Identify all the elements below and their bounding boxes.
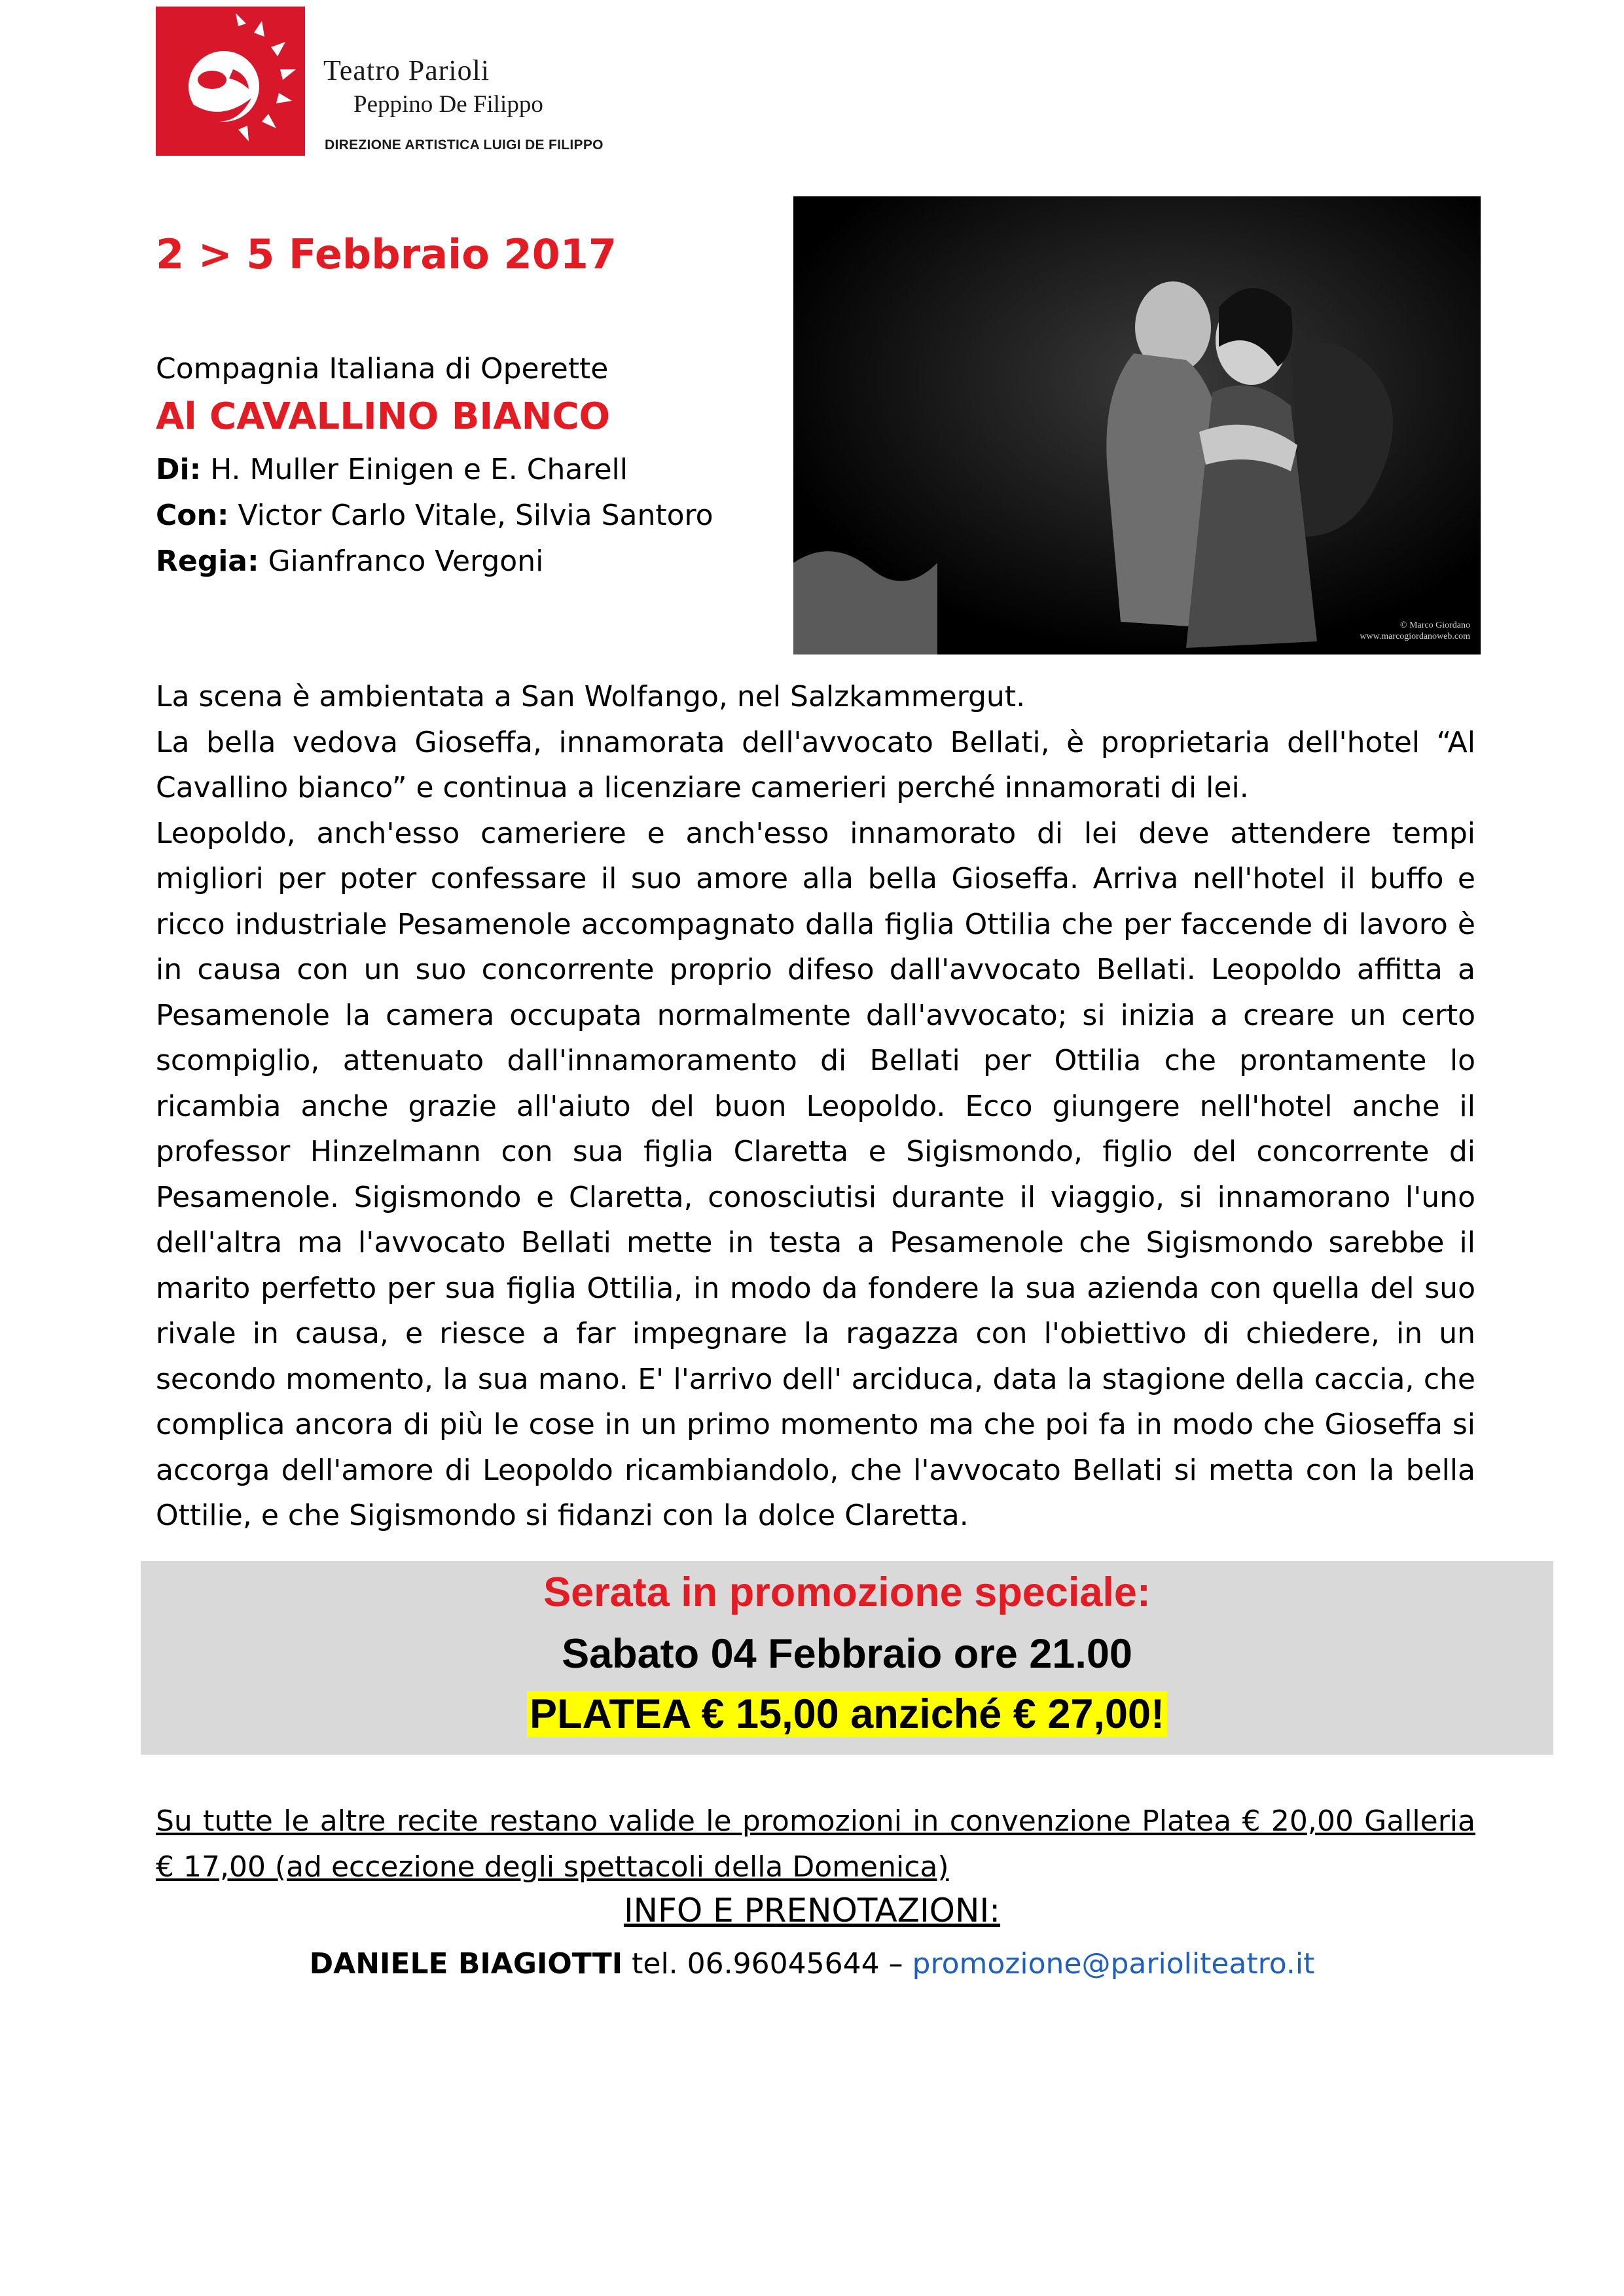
sun-mask-logo-icon: [156, 7, 305, 156]
other-promotions-note: Su tutte le altre recite restano valide le promozioni in convenzione Platea € 20,00 Galleria € 17,00 (ad eccezione degli spettacoli della Domenica): [156, 1804, 1475, 1884]
promo-price-highlight: PLATEA € 15,00 anziché € 27,00!: [527, 1691, 1167, 1737]
promo-date-time: Sabato 04 Febbraio ore 21.00: [562, 1631, 1132, 1677]
stage-photo: [793, 196, 1481, 655]
logo-artistic-direction: DIREZIONE ARTISTICA LUIGI DE FILIPPO: [325, 137, 604, 152]
promo-heading: Serata in promozione speciale:: [543, 1570, 1151, 1615]
credit-director-value: Gianfranco Vergoni: [259, 545, 544, 578]
contact-email-link[interactable]: promozione@parioliteatro.it: [912, 1947, 1315, 1981]
credit-cast: [156, 499, 713, 532]
logo-theatre-name: Teatro Parioli: [323, 54, 490, 86]
credit-director: [156, 545, 543, 578]
photo-credit-site: www.marcogiordanoweb.com: [1360, 632, 1470, 642]
contact-phone: tel. 06.96045644 –: [623, 1947, 912, 1981]
synopsis-paragraph: La bella vedova Gioseffa, innamorata dell'avvocato Bellati, è proprietaria dell'hotel “Al Cavallino bianco” e continua a licenziare camerieri perché innamorati di lei.: [156, 725, 1475, 804]
credit-cast-label: Con:: [156, 499, 229, 532]
info-heading: INFO E PRENOTAZIONI:: [623, 1892, 1001, 1929]
photo-credit-author: © Marco Giordano: [1399, 620, 1470, 631]
credit-authors-value: H. Muller Einigen e E. Charell: [201, 453, 628, 486]
contact-line: [0, 1947, 1624, 1981]
theatre-logo: [156, 7, 604, 156]
credit-authors: [156, 453, 628, 486]
synopsis: [156, 674, 1475, 1539]
promo-box: [141, 1561, 1553, 1755]
show-title: Al CAVALLINO BIANCO: [156, 395, 611, 438]
logo-subtitle: Peppino De Filippo: [353, 91, 543, 118]
promo-price: [141, 1691, 1553, 1738]
synopsis-paragraph: Leopoldo, anch'esso cameriere e anch'esso innamorato di lei deve attendere tempi migliori per poter confessare il suo amore alla bella Gioseffa. Arriva nell'hotel il buffo e ricco industriale Pesamenole accompagnato dalla figlia Ottilia che per faccende di lavoro è in causa con un suo concorrente proprio difeso dall'avvocato Bellati. Leopoldo affitta a Pesamenole la camera occupata normalmente dall'avvocato; si inizia a creare un certo scompiglio, attenuato dall'innamoramento di Bellati per Ottilia che prontamente lo ricambia anche grazie all'aiuto del buon Leopoldo. Ecco giungere nell'hotel anche il professor Hinzelmann con sua figlia Claretta e Sigismondo, figlio del concorrente di Pesamenole. Sigismondo e Claretta, conosciutisi durante il viaggio, si innamorano l'uno dell'altra ma l'avvocato Bellati mette in testa a Pesamenole che Sigismondo sarebbe il marito perfetto per sua figlia Ottilia, in modo da fondere la sua azienda con quella del suo rivale in causa, e riesce a far impegnare la ragazza con l'obiettivo di chiedere, in un secondo momento, la sua mano. E' l'arrivo dell' arciduca, data la stagione della caccia, che complica ancora di più le cose in un primo momento ma che poi fa in modo che Gioseffa si accorga dell'amore di Leopoldo ricambiandolo, che l'avvocato Bellati si metta con la bella Ottilie, e che Sigismondo si fidanzi con la dolce Claretta.: [156, 816, 1475, 1532]
credit-authors-label: Di:: [156, 453, 202, 486]
credit-cast-value: Victor Carlo Vitale, Silvia Santoro: [228, 499, 713, 532]
event-date: 2 > 5 Febbraio 2017: [156, 230, 617, 278]
credit-director-label: Regia:: [156, 545, 259, 578]
company-name: Compagnia Italiana di Operette: [156, 352, 609, 386]
photo-credit: [1360, 620, 1470, 643]
synopsis-paragraph: La scena è ambientata a San Wolfango, nel Salzkammergut.: [156, 680, 1026, 713]
contact-name: DANIELE BIAGIOTTI: [309, 1947, 623, 1981]
